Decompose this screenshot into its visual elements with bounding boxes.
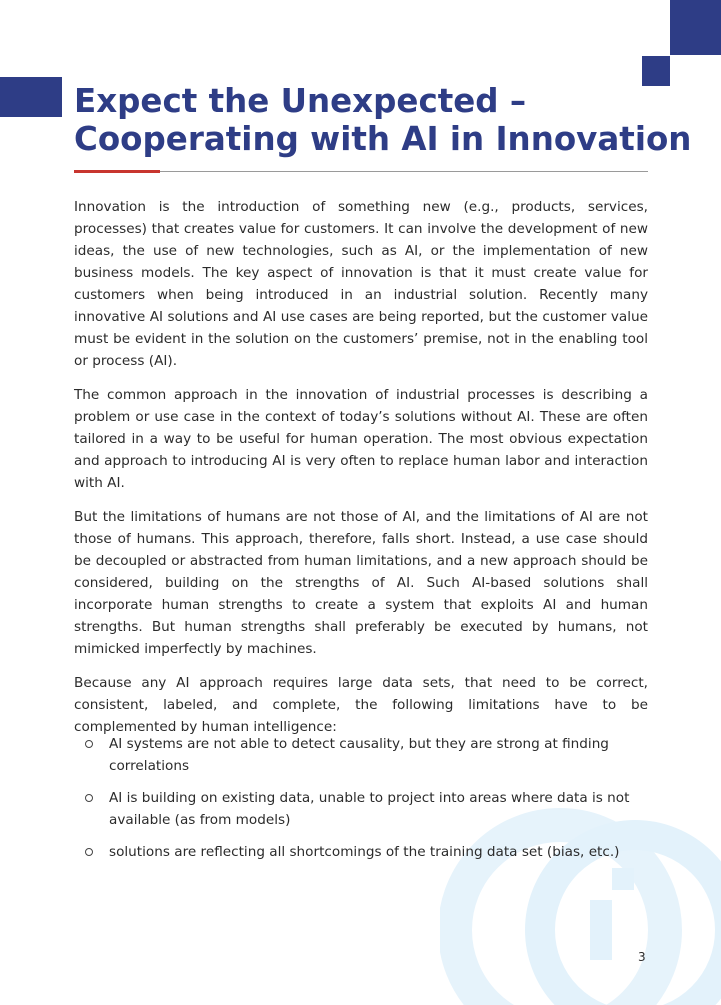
page-number: 3 (638, 950, 646, 964)
paragraph-4: Because any AI approach requires large data sets, that need to be correct, consistent, labeled, and complete, the following limitations have to be complemented by human intelligence: (74, 675, 648, 735)
hollow-bullet-icon (85, 794, 93, 802)
body-text (74, 196, 648, 750)
list-item (85, 841, 645, 863)
hollow-bullet-icon (85, 848, 93, 856)
list-item-text: AI is building on existing data, unable to project into areas where data is not available (as from models) (109, 790, 630, 828)
title-divider (74, 171, 648, 172)
decorative-bar-left (0, 77, 62, 117)
hollow-bullet-icon (85, 740, 93, 748)
list-item (85, 733, 645, 777)
list-item-text: solutions are reflecting all shortcomings of the training data set (bias, etc.) (109, 844, 620, 860)
page-title (74, 82, 692, 158)
decorative-square-top-right (670, 0, 721, 55)
paragraph-1: Innovation is the introduction of something new (e.g., products, services, processes) that creates value for customers. It can involve the development of new ideas, the use of new technologies, such as AI, or the implementation of new business models. The key aspect of innovation is that it must create value for customers when being introduced in an industrial solution. Recently many innovative AI solutions and AI use cases are being reported, but the customer value must be evident in the solution on the customers’ premise, not in the enabling tool or process (AI). (74, 199, 648, 369)
title-line-2: Cooperating with AI in Innovation (74, 120, 692, 158)
list-item (85, 787, 645, 831)
limitations-list (85, 733, 645, 873)
title-line-1: Expect the Unexpected – (74, 82, 527, 120)
list-item-text: AI systems are not able to detect causality, but they are strong at finding correlations (109, 736, 609, 774)
paragraph-2: The common approach in the innovation of industrial processes is describing a problem or use case in the context of today’s solutions without AI. These are often tailored in a way to be useful for human operation. The most obvious expectation and approach to introducing AI is very often to replace human labor and interaction with AI. (74, 387, 648, 491)
paragraph-3: But the limitations of humans are not those of AI, and the limitations of AI are not those of humans. This approach, therefore, falls short. Instead, a use case should be decoupled or abstracted from human limitations, and a new approach should be considered, building on the strengths of AI. Such AI-based solutions shall incorporate human strengths to create a system that exploits AI and human strengths. But human strengths shall preferably be executed by humans, not mimicked imperfectly by machines. (74, 509, 648, 657)
title-accent-bar (74, 170, 160, 173)
